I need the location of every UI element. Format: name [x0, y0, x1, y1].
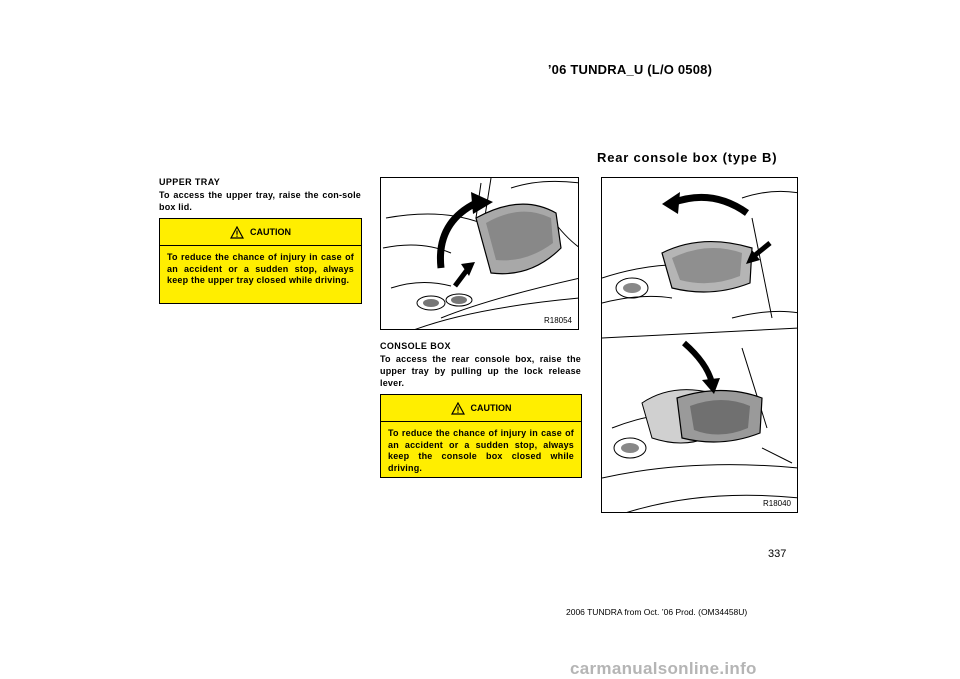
- section-title: Rear console box (type B): [597, 150, 778, 165]
- caution-text: To reduce the chance of injury in case of an accident or a sudden stop, always keep the upper tray closed while driving.: [167, 252, 354, 285]
- caution-text: To reduce the chance of injury in case of an accident or a sudden stop, always keep the console box closed while driving.: [388, 428, 574, 473]
- caution-label: CAUTION: [250, 227, 291, 237]
- caution-box-upper-tray: [159, 218, 362, 304]
- watermark-text: carmanualsonline.info: [570, 659, 757, 678]
- console-box-heading: CONSOLE BOX: [380, 341, 451, 351]
- figure-code: R18054: [543, 316, 572, 325]
- page-header: ’06 TUNDRA_U (L/O 0508): [547, 62, 713, 77]
- console-lid-illustration: [381, 178, 579, 330]
- upper-tray-text: To access the upper tray, raise the con-sole box lid.: [159, 190, 361, 212]
- rear-console-box-illustration: [602, 178, 798, 513]
- caution-label: CAUTION: [470, 403, 512, 413]
- warning-icon: [230, 226, 244, 239]
- figure-code: R18040: [762, 499, 791, 508]
- upper-tray-heading: UPPER TRAY: [159, 177, 221, 187]
- console-box-text: To access the rear console box, raise the upper tray by pulling up the lock release lever.: [380, 354, 581, 388]
- caution-header: [381, 395, 581, 422]
- figure-console-lid: [380, 177, 579, 330]
- footer-text: 2006 TUNDRA from Oct. ’06 Prod. (OM34458U): [566, 607, 748, 617]
- figure-rear-console-box: [601, 177, 798, 513]
- caution-header: [160, 219, 361, 246]
- page-number: 337: [768, 548, 787, 560]
- caution-box-console-box: [380, 394, 582, 478]
- warning-icon: [451, 402, 465, 415]
